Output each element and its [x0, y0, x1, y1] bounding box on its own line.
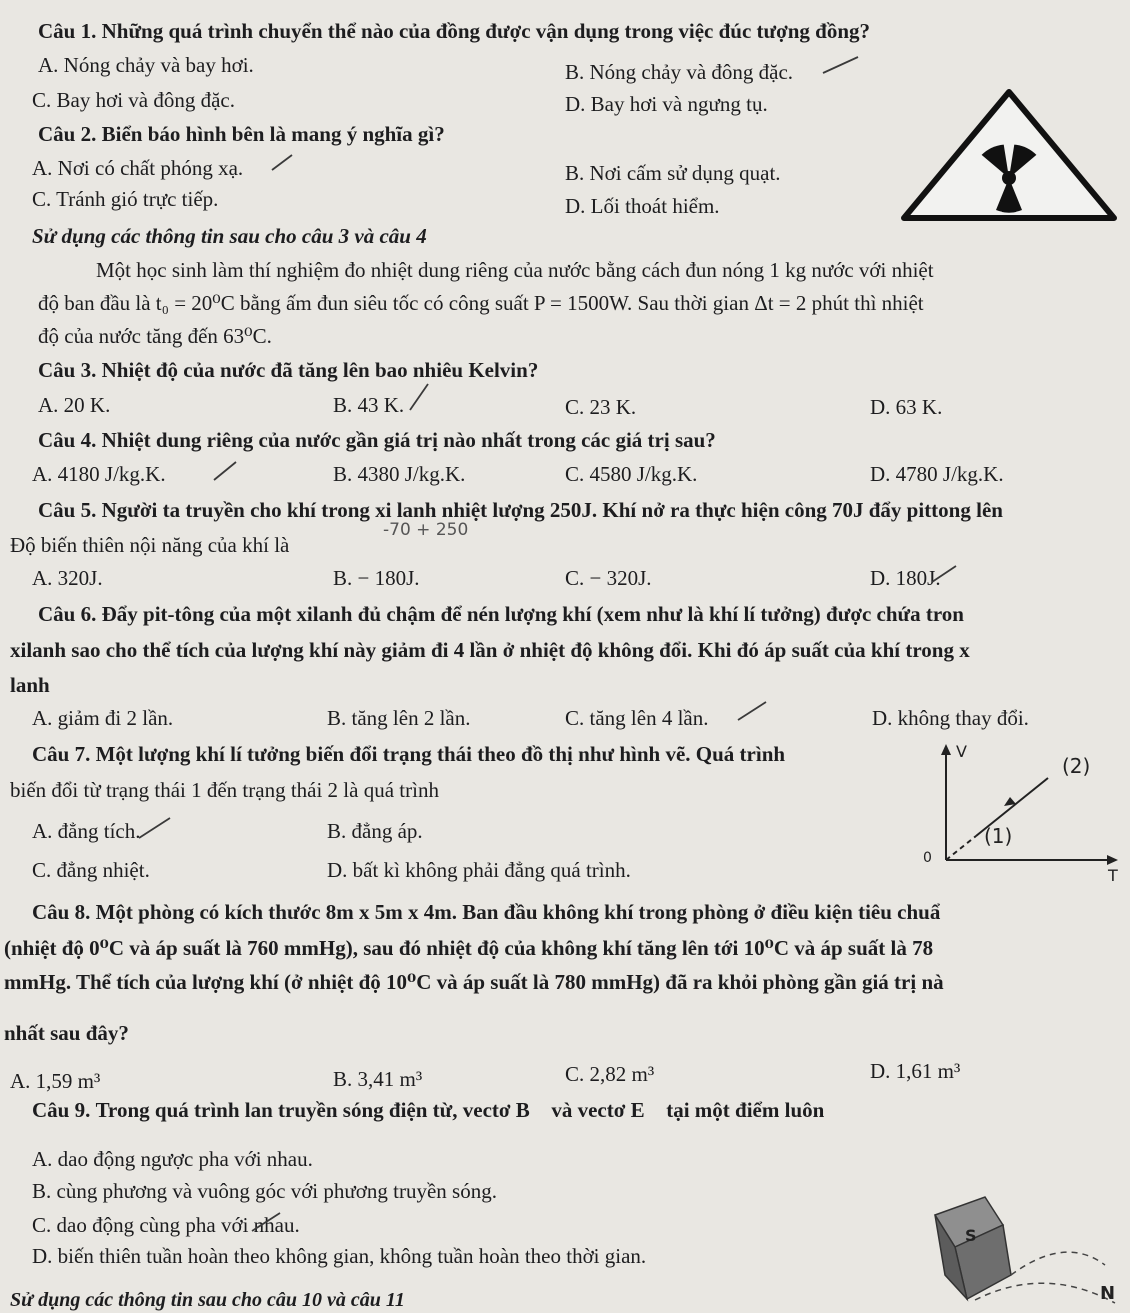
- q6-label: Câu 6.: [38, 602, 97, 626]
- q4-option-b[interactable]: B. 4380 J/kg.K.: [333, 462, 466, 486]
- q2-check-icon: [272, 155, 292, 170]
- q6-text-3: lanh: [10, 673, 50, 697]
- q1-check-icon: [823, 57, 858, 73]
- q4-option-c[interactable]: C. 4580 J/kg.K.: [565, 462, 698, 486]
- q8-option-b[interactable]: B. 3,41 m³: [333, 1067, 423, 1091]
- q1-label: Câu 1.: [38, 19, 97, 43]
- q6-check-icon: [738, 702, 766, 720]
- footer-heading: Sử dụng các thông tin sau cho câu 10 và câu 11: [10, 1289, 405, 1311]
- q5-option-c[interactable]: C. − 320J.: [565, 566, 652, 590]
- q7-state-1: (1): [984, 824, 1013, 848]
- shared-info-line-2: độ ban đầu là t₀ = 20⁰C bằng ấm đun siêu tốc có công suất P = 1500W. Sau thời gian Δt = 2 phút thì nhiệt: [38, 291, 924, 315]
- q9-option-b[interactable]: B. cùng phương và vuông góc với phương truyền sóng.: [32, 1179, 497, 1203]
- q7-option-d[interactable]: D. bất kì không phải đẳng quá trình.: [327, 858, 631, 882]
- q1-option-c[interactable]: C. Bay hơi và đông đặc.: [32, 88, 235, 112]
- q5-label: Câu 5.: [38, 498, 97, 522]
- q7-stem: [32, 741, 785, 767]
- q4-option-d[interactable]: D. 4780 J/kg.K.: [870, 462, 1004, 486]
- q6-option-c[interactable]: C. tăng lên 4 lần.: [565, 706, 709, 730]
- q7-text: Một lượng khí lí tưởng biến đổi trạng thái theo đồ thị như hình vẽ. Quá trình: [95, 742, 786, 766]
- q2-label: Câu 2.: [38, 122, 97, 146]
- q2-option-a[interactable]: A. Nơi có chất phóng xạ.: [32, 156, 244, 180]
- q4-stem: [38, 427, 716, 453]
- q2-option-c[interactable]: C. Tránh gió trực tiếp.: [32, 187, 219, 211]
- shared-info-line-3: độ của nước tăng đến 63⁰C.: [38, 324, 272, 348]
- q3-option-b[interactable]: B. 43 K.: [333, 393, 405, 417]
- q8-text-4: nhất sau đây?: [4, 1021, 129, 1045]
- q8-label: Câu 8.: [32, 900, 91, 924]
- q8-option-a[interactable]: A. 1,59 m³: [10, 1069, 101, 1093]
- q4-text: Nhiệt dung riêng của nước gần giá trị nào nhất trong các giá trị sau?: [101, 428, 716, 452]
- q7-label: Câu 7.: [32, 742, 91, 766]
- q5-stem: [38, 497, 1003, 523]
- q3-stem: [38, 357, 538, 383]
- q6-option-a[interactable]: A. giảm đi 2 lần.: [32, 706, 174, 730]
- q5-option-d[interactable]: D. 180J.: [870, 566, 941, 590]
- q9-text: Trong quá trình lan truyền sóng điện từ, vectơ B⃗ và vectơ E⃗ tại một điểm luôn: [95, 1098, 825, 1122]
- q9-option-d[interactable]: D. biến thiên tuần hoàn theo không gian, không tuần hoàn theo thời gian.: [32, 1244, 647, 1268]
- q8-text: Một phòng có kích thước 8m x 5m x 4m. Ban đầu không khí trong phòng ở điều kiện tiêu chuẩ: [95, 900, 941, 924]
- q7-v-label: V: [956, 742, 967, 761]
- q1-text: Những quá trình chuyển thể nào của đồng được vận dụng trong việc đúc tượng đồng?: [101, 19, 871, 43]
- q7-check-icon: [139, 818, 170, 838]
- q9-option-a[interactable]: A. dao động ngược pha với nhau.: [32, 1147, 313, 1171]
- q5-option-a[interactable]: A. 320J.: [32, 566, 103, 590]
- q7-state-2: (2): [1062, 754, 1091, 778]
- q6-stem: [38, 601, 964, 627]
- q3-option-c[interactable]: C. 23 K.: [565, 395, 637, 419]
- q9-label: Câu 9.: [32, 1098, 91, 1122]
- q8-option-d[interactable]: D. 1,61 m³: [870, 1059, 961, 1083]
- q3-option-a[interactable]: A. 20 K.: [38, 393, 111, 417]
- q7-option-a[interactable]: A. đẳng tích.: [32, 819, 141, 843]
- q7-extension-line: [946, 836, 976, 860]
- q3-check-icon: [410, 384, 428, 410]
- q5-text: Người ta truyền cho khí trong xi lanh nhiệt lượng 250J. Khí nở ra thực hiện công 70J đẩy pittong lên: [101, 498, 1003, 522]
- q1-stem: [38, 18, 870, 44]
- radiation-sign-icon: [898, 86, 1120, 224]
- q2-option-b[interactable]: B. Nơi cấm sử dụng quạt.: [565, 161, 781, 185]
- q1-option-d[interactable]: D. Bay hơi và ngưng tụ.: [565, 92, 768, 116]
- q2-option-d[interactable]: D. Lối thoát hiểm.: [565, 194, 720, 218]
- q2-text: Biển báo hình bên là mang ý nghĩa gì?: [101, 122, 445, 146]
- q5-option-b[interactable]: B. − 180J.: [333, 566, 420, 590]
- q3-option-d[interactable]: D. 63 K.: [870, 395, 943, 419]
- q3-text: Nhiệt độ của nước đã tăng lên bao nhiêu Kelvin?: [101, 358, 539, 382]
- q4-check-icon: [214, 462, 236, 480]
- q7-x-arrow-icon: [1107, 855, 1118, 865]
- q6-option-b[interactable]: B. tăng lên 2 lần.: [327, 706, 471, 730]
- q3-label: Câu 3.: [38, 358, 97, 382]
- q5-handwritten-note: -70 + 250: [383, 520, 469, 540]
- q7-origin: 0: [923, 850, 932, 866]
- magnet-south-label: S: [965, 1226, 977, 1245]
- q8-text-2: (nhiệt độ 0⁰C và áp suất là 760 mmHg), sau đó nhiệt độ của không khí tăng lên tới 10⁰C và áp suất là 78: [4, 936, 934, 960]
- q9-stem: [32, 1097, 824, 1123]
- q8-stem: [32, 899, 940, 925]
- q7-t-label: T: [1108, 866, 1118, 885]
- q4-label: Câu 4.: [38, 428, 97, 452]
- magnet-figure-icon: [915, 1195, 1130, 1307]
- q7-option-b[interactable]: B. đẳng áp.: [327, 819, 423, 843]
- q1-option-b[interactable]: B. Nóng chảy và đông đặc.: [565, 60, 794, 84]
- q4-option-a[interactable]: A. 4180 J/kg.K.: [32, 462, 166, 486]
- q8-text-3: mmHg. Thể tích của lượng khí (ở nhiệt độ 10⁰C và áp suất là 780 mmHg) đã ra khỏi phòng gần giá trị nà: [4, 970, 944, 994]
- shared-info-line-1: Một học sinh làm thí nghiệm đo nhiệt dung riêng của nước bằng cách đun nóng 1 kg nước với nhiệt: [96, 258, 934, 282]
- q5-text-2: Độ biến thiên nội năng của khí là: [10, 533, 290, 557]
- q7-y-arrow-icon: [941, 744, 951, 755]
- magnet-north-label: N: [1100, 1283, 1116, 1304]
- q1-option-a[interactable]: A. Nóng chảy và bay hơi.: [38, 53, 254, 77]
- q6-text-2: xilanh sao cho thể tích của lượng khí này giảm đi 4 lần ở nhiệt độ không đổi. Khi đó áp suất của khí trong x: [10, 638, 970, 662]
- q9-option-c[interactable]: C. dao động cùng pha với nhau.: [32, 1213, 300, 1237]
- q6-text: Đẩy pit-tông của một xilanh đủ chậm để nén lượng khí (xem như là khí lí tưởng) được chứa tron: [101, 602, 964, 626]
- shared-info-heading: Sử dụng các thông tin sau cho câu 3 và câu 4: [32, 224, 427, 248]
- q7-text-2: biến đổi từ trạng thái 1 đến trạng thái 2 là quá trình: [10, 778, 439, 802]
- q8-option-c[interactable]: C. 2,82 m³: [565, 1062, 655, 1086]
- q2-stem: [38, 121, 445, 147]
- q6-option-d[interactable]: D. không thay đổi.: [872, 706, 1029, 730]
- q7-option-c[interactable]: C. đẳng nhiệt.: [32, 858, 150, 882]
